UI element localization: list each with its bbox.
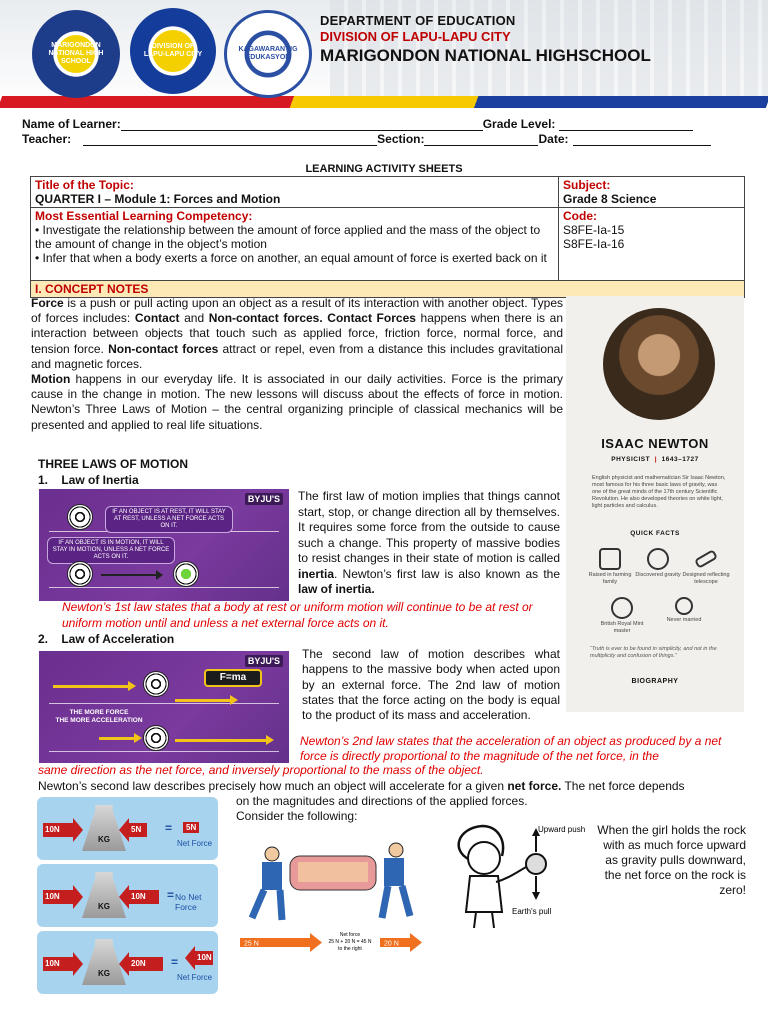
code-value: S8FE-Ia-15 <box>563 223 625 237</box>
mover-body-icon <box>262 862 282 890</box>
fact-label: British Royal Mint master <box>600 621 644 634</box>
girl-explanation: When the girl holds the rock with as much force upward as gravity pulls downward, the net force on the rock is zero! <box>597 823 746 897</box>
soccer-ball-icon <box>173 561 199 587</box>
fact-label: Never married <box>666 617 702 623</box>
biography-label: BIOGRAPHY <box>631 678 679 685</box>
girl-arm-icon <box>496 866 528 882</box>
fact-item <box>584 548 636 585</box>
force-arrow-icon <box>53 685 133 688</box>
girl-legs-icon <box>474 912 494 928</box>
subject-value: Grade 8 Science <box>563 192 657 206</box>
net-force-direction: to the right <box>338 946 362 952</box>
force-label: 10N <box>45 892 60 901</box>
law1-statement: Newton’s 1st law states that a body at rest or uniform motion will continue to be at rest or uniform motion until and unless a net external force acts on it. <box>62 600 533 630</box>
text: . Newton’s first law is also known as the <box>334 566 560 581</box>
learner-row <box>22 117 693 131</box>
force-label: 20N <box>131 959 146 968</box>
net-result: No Net Force <box>175 892 202 912</box>
role-text: PHYSICIST <box>611 456 651 463</box>
laws-heading: THREE LAWS OF MOTION <box>38 457 188 471</box>
law2-statement <box>38 734 744 778</box>
teacher-label: Teacher: <box>22 132 72 146</box>
mass-label: KG <box>98 902 110 911</box>
net-force-equation: 25 N + 20 N = 45 N <box>328 939 372 945</box>
net-force-label: Net Force <box>177 973 213 982</box>
force-label: 10N <box>131 892 146 901</box>
fact-item <box>658 597 710 624</box>
newton-description: English physicist and mathematician Sir Isaac Newton, most famous for his three basic laws of gravity, was one of the great minds of the 17th century Scientific Revolution. He also developed theories on white light, light particles and calculus. <box>592 475 726 509</box>
text: Newton’s second law describes precisely how much an object will accelerate for a given <box>38 779 508 793</box>
caption-line: THE MORE ACCELERATION <box>55 717 143 724</box>
right-force-label: 20 N <box>384 940 399 948</box>
force-label: 5N <box>131 825 142 834</box>
fact-label: Designed reflecting telescope <box>682 572 730 585</box>
mover-body-icon <box>384 858 404 886</box>
subject-cell <box>559 177 745 208</box>
law2-description: The second law of motion describes what happens to the massive body when acted upon by an external force. The 2nd law of motion states that the force acting on the body is equal to the product of its mass and acceleration. <box>302 647 560 723</box>
melc-label: Most Essential Learning Competency: <box>35 209 253 223</box>
inertia-bubble: IF AN OBJECT IS AT REST, IT WILL STAY AT REST, UNLESS A NET FORCE ACTS ON IT. <box>105 506 233 533</box>
down-arrowhead <box>532 892 540 900</box>
equals-sign: = <box>171 955 179 969</box>
byjus-logo: BYJU'S <box>245 493 283 505</box>
melc-cell <box>31 208 559 281</box>
school-seal-icon <box>32 10 120 98</box>
section-field[interactable] <box>424 134 538 146</box>
movers-illustration <box>232 828 432 958</box>
force-arrow-icon <box>43 890 73 904</box>
name-field[interactable] <box>121 119 483 131</box>
motion-arrow-icon <box>101 574 161 576</box>
force-label: 10N <box>45 959 60 968</box>
topic-label: Title of the Topic: <box>35 178 134 192</box>
left-force-label: 25 N <box>244 940 259 948</box>
text: Consider the following: <box>236 809 358 824</box>
newton-quote: “Truth is ever to be found in simplicity, and not in the multiplicity and confusion of things.” <box>590 646 717 659</box>
term-contact-forces: Contact Forces <box>327 311 416 326</box>
telescope-icon <box>694 549 718 569</box>
years-text: 1643–1727 <box>661 456 699 463</box>
fact-label: Discovered gravity <box>635 572 681 578</box>
seal-text: MARIGONDON NATIONAL HIGH SCHOOL <box>48 42 104 65</box>
term-inertia: inertia <box>298 566 335 581</box>
fact-label: Raised in farming family <box>588 572 632 585</box>
law1-description <box>298 489 560 598</box>
topic-value: QUARTER I – Module 1: Forces and Motion <box>35 192 281 206</box>
newton-portrait <box>603 308 715 420</box>
force-arrow-icon <box>43 823 73 837</box>
law2-statement-line: Newton’s 2nd law states that the acceleration of an object as produced by a net force is directly proportional to the magnitude of the net force, in the <box>300 734 722 763</box>
teacher-row <box>22 132 711 146</box>
school-name: MARIGONDON NATIONAL HIGHSCHOOL <box>320 46 651 65</box>
net-force-label: Net force <box>339 932 361 938</box>
name-label: Name of Learner: <box>22 117 121 131</box>
text: happens when there is an interaction between objects that touch such as applied force, friction force, normal force, and tension force. <box>31 311 563 356</box>
newton-role <box>566 456 744 463</box>
ground-line <box>49 703 279 704</box>
force-arrow-icon <box>129 823 147 837</box>
caption-line: THE MORE FORCE <box>69 709 129 716</box>
law2-statement-line: same direction as the net force, and inversely proportional to the mass of the object. <box>38 763 484 777</box>
division-title: DIVISION OF LAPU-LAPU CITY <box>320 29 511 44</box>
term-contact: Contact <box>134 311 180 326</box>
fact-item <box>632 548 684 579</box>
term-noncontact-forces: Non-contact forces <box>103 341 219 356</box>
topic-cell <box>31 177 559 208</box>
grade-field[interactable] <box>559 119 693 131</box>
soccer-ball-icon <box>67 561 93 587</box>
net-arrow-icon <box>195 951 213 965</box>
mass-label: KG <box>98 969 110 978</box>
las-title: LEARNING ACTIVITY SHEETS <box>305 163 463 175</box>
mover-legs-icon <box>382 886 410 918</box>
formula-badge: F=ma <box>204 669 262 687</box>
acceleration-arrow-icon <box>175 699 235 702</box>
girl-head-icon <box>468 842 500 874</box>
flag-stripe <box>0 96 768 108</box>
text: happens in our everyday life. It is associated in our daily activities. Force is the primary cause in the change in motion. The new lessons will discuss about the effects of force in motion. Newton’s Three Laws of Motion – the central organizing principle of classical mechanics will be presented and applied to real life situations. <box>31 372 563 432</box>
earths-pull-label: Earth's pull <box>512 907 552 916</box>
teacher-field[interactable] <box>83 134 377 146</box>
law1-title: 1. Law of Inertia <box>38 473 139 487</box>
equals-sign: = <box>165 821 173 835</box>
fact-item <box>680 548 732 585</box>
soccer-ball-icon <box>67 504 93 530</box>
rock-icon <box>526 854 546 874</box>
concept-notes <box>31 296 563 433</box>
girl-holding-rock-illustration <box>440 820 585 932</box>
topic-table <box>30 176 745 298</box>
date-field[interactable] <box>573 134 711 146</box>
acceleration-caption <box>53 709 145 725</box>
mover-head-icon <box>389 843 403 857</box>
section-label: Section: <box>377 132 425 146</box>
mover-head-icon <box>265 847 279 861</box>
byjus-logo: BYJU'S <box>245 655 283 667</box>
force-example-box <box>37 864 218 927</box>
department-title: DEPARTMENT OF EDUCATION <box>320 13 516 28</box>
melc-item: • Infer that when a body exerts a force on another, an equal amount of force is exerted back on it <box>35 251 547 265</box>
concept-paragraph <box>31 296 563 372</box>
text: is a push or pull acting upon an object as a result of its interaction with another object. Types of forces includes: <box>31 296 563 326</box>
mass-label: KG <box>98 835 110 844</box>
deped-seal-icon <box>224 10 312 98</box>
force-example-box <box>37 931 218 994</box>
code-value: S8FE-Ia-16 <box>563 237 625 251</box>
force-arrow-icon <box>129 890 159 904</box>
force-example-box <box>37 797 218 860</box>
term-motion: Motion <box>31 372 71 387</box>
term-noncontact: Non-contact forces. <box>208 311 323 326</box>
sofa-pattern <box>298 862 368 882</box>
text: on the magnitudes and directions of the applied forces. <box>236 794 528 809</box>
force-arrow-icon <box>129 957 163 971</box>
date-label: Date: <box>538 132 569 146</box>
concept-notes-header: I. CONCEPT NOTES <box>31 281 745 298</box>
apple-icon <box>647 548 669 570</box>
law2-title: 2. Law of Acceleration <box>38 632 175 646</box>
grade-label: Grade Level: <box>482 117 556 131</box>
term-law-of-inertia: law of inertia. <box>298 582 375 596</box>
term-force: Force <box>31 296 64 310</box>
motion-bubble: IF AN OBJECT IS IN MOTION, IT WILL STAY IN MOTION, UNLESS A NET FORCE ACTS ON IT. <box>47 537 175 564</box>
coin-icon <box>611 597 633 619</box>
upward-push-label: Upward push <box>538 825 585 834</box>
right-force-arrowhead <box>410 933 422 952</box>
law-of-inertia-image <box>39 489 289 601</box>
mover-legs-icon <box>252 890 282 920</box>
separator: | <box>654 456 658 463</box>
fact-item <box>596 597 648 634</box>
equals-sign: = <box>167 888 175 902</box>
subject-label: Subject: <box>563 178 611 192</box>
text: The net force depends <box>561 779 685 793</box>
rings-icon <box>675 597 693 615</box>
seal-text: DIVISION OF LAPU-LAPU CITY <box>143 43 203 58</box>
division-seal-icon <box>130 8 216 94</box>
term-net-force: net force. <box>507 779 562 793</box>
farm-icon <box>599 548 621 570</box>
ground-line <box>49 587 279 588</box>
net-force-label: Net Force <box>177 839 213 848</box>
newton-name: ISAAC NEWTON <box>601 436 709 451</box>
melc-item: • Investigate the relationship between the amount of force applied and the mass of the object to the amount of change in the object’s motion <box>35 223 541 251</box>
force-label: 10N <box>45 825 60 834</box>
net-result: 5N <box>183 822 199 833</box>
code-cell <box>559 208 745 281</box>
seal-text: KAGAWARAN NG EDUKASYON <box>238 46 298 61</box>
soccer-ball-icon <box>143 671 169 697</box>
quick-facts-title: QUICK FACTS <box>630 530 680 537</box>
text: attract or repel, even from a distance this includes gravitational and magnetic forces. <box>31 341 564 371</box>
text: and <box>179 311 209 326</box>
force-arrow-icon <box>43 957 73 971</box>
code-label: Code: <box>563 209 597 223</box>
left-force-arrowhead <box>310 933 322 952</box>
concept-paragraph <box>31 372 563 433</box>
text: The first law of motion implies that things cannot start, stop, or change direction all by themselves. It requires some force from the outside to cause such a change. This property of massive bodies to resist changes in their state of motion is called <box>298 489 560 565</box>
net-result: 10N <box>197 953 212 962</box>
